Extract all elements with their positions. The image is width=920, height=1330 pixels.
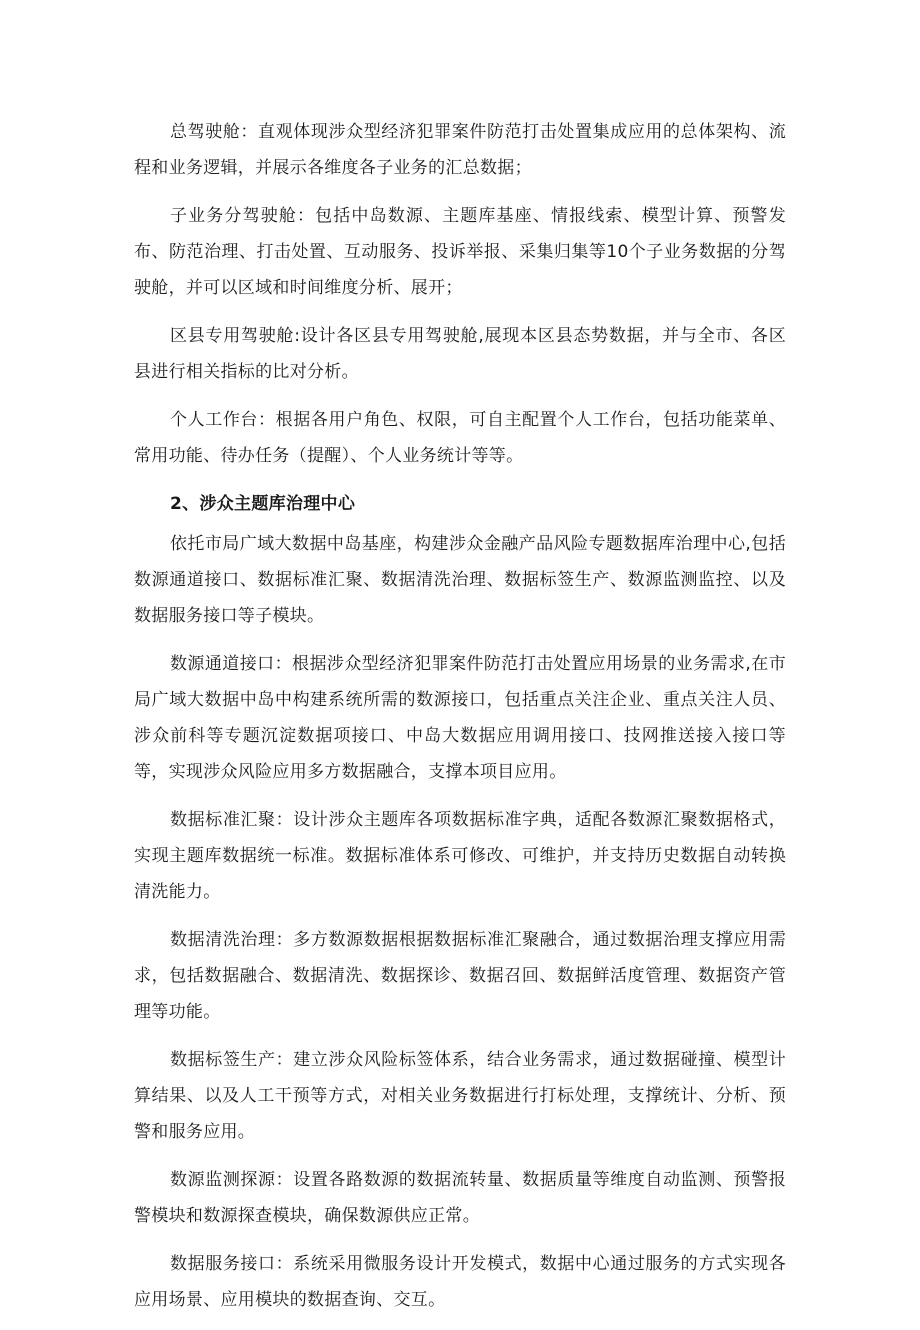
paragraph-main-cockpit: 总驾驶舱：直观体现涉众型经济犯罪案件防范打击处置集成应用的总体架构、流程和业务逻辑，并展示各维度各子业务的汇总数据； xyxy=(134,122,786,178)
paragraph-source-monitoring: 数源监测探源：设置各路数源的数据流转量、数据质量等维度自动监测、预警报警模块和数源探查模块，确保数源供应正常。 xyxy=(134,1170,786,1226)
paragraph-data-service-interface: 数据服务接口：系统采用微服务设计开发模式，数据中心通过服务的方式实现各应用场景、应用模块的数据查询、交互。 xyxy=(134,1254,786,1310)
paragraph-district-cockpit: 区县专用驾驶舱:设计各区县专用驾驶舱,展现本区县态势数据，并与全市、各区县进行相关指标的比对分析。 xyxy=(134,326,786,382)
paragraph-data-source-interface: 数源通道接口：根据涉众型经济犯罪案件防范打击处置应用场景的业务需求,在市局广域大数据中岛中构建系统所需的数源接口，包括重点关注企业、重点关注人员、涉众前科等专题沉淀数据项接口、中岛大数据应用调用接口、技网推送接入接口等等，实现涉众风险应用多方数据融合，支撑本项目应用。 xyxy=(134,654,786,782)
paragraph-data-tagging: 数据标签生产：建立涉众风险标签体系，结合业务需求，通过数据碰撞、模型计算结果、以及人工干预等方式，对相关业务数据进行打标处理，支撑统计、分析、预警和服务应用。 xyxy=(134,1050,786,1142)
paragraph-governance-intro: 依托市局广域大数据中岛基座，构建涉众金融产品风险专题数据库治理中心,包括数源通道接口、数据标准汇聚、数据清洗治理、数据标签生产、数源监测监控、以及数据服务接口等子模块。 xyxy=(134,534,786,626)
document-body xyxy=(134,114,786,1330)
paragraph-personal-workbench: 个人工作台：根据各用户角色、权限，可自主配置个人工作台，包括功能菜单、常用功能、待办任务（提醒）、个人业务统计等等。 xyxy=(134,410,786,466)
paragraph-data-standard: 数据标准汇聚：设计涉众主题库各项数据标准字典，适配各数源汇聚数据格式，实现主题库数据统一标准。数据标准体系可修改、可维护，并支持历史数据自动转换清洗能力。 xyxy=(134,810,786,902)
paragraph-sub-cockpit: 子业务分驾驶舱：包括中岛数源、主题库基座、情报线索、模型计算、预警发布、防范治理、打击处置、互动服务、投诉举报、采集归集等10个子业务数据的分驾驶舱，并可以区域和时间维度分析、展开； xyxy=(134,206,786,298)
section-heading: 2、涉众主题库治理中心 xyxy=(170,494,356,514)
paragraph-data-cleaning: 数据清洗治理：多方数源数据根据数据标准汇聚融合，通过数据治理支撑应用需求，包括数据融合、数据清洗、数据探诊、数据召回、数据鲜活度管理、数据资产管理等功能。 xyxy=(134,930,786,1022)
